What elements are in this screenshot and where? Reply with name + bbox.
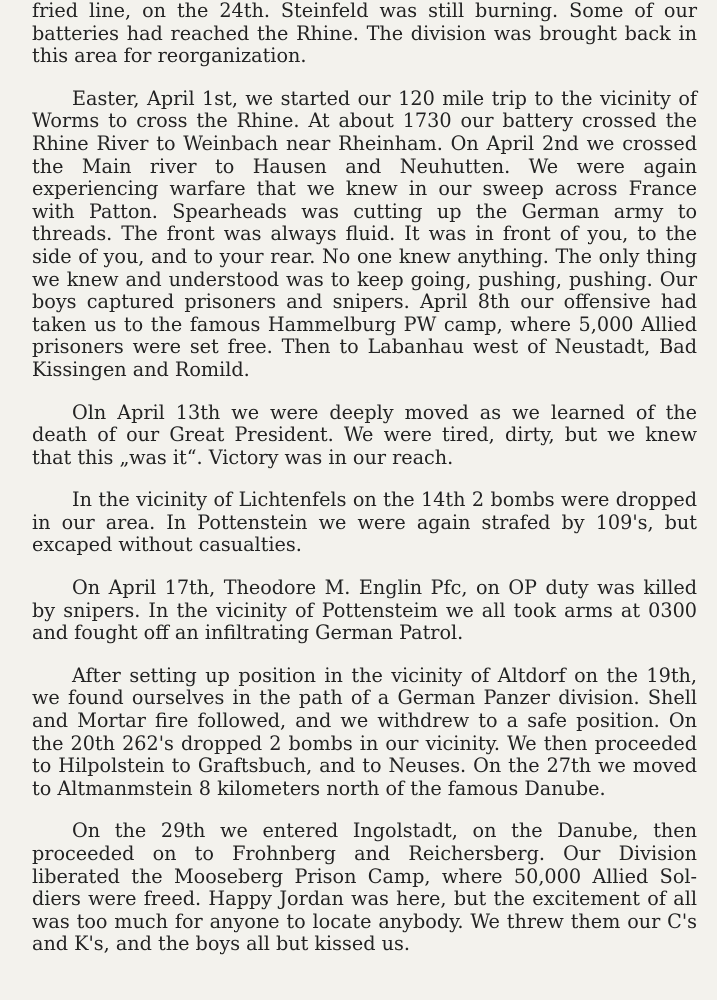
- paragraph-1: fried line, on the 24th. Steinfeld was still burning. Some of our batteries had reached the Rhine. The division was brought back in this area for reorganization.: [32, 0, 697, 68]
- paragraph-2: Easter, April 1st, we started our 120 mile trip to the vicinity of Worms to cross the Rhine. At about 1730 our battery crossed the Rhine River to Weinbach near Rheinham. On April 2nd we crossed the Main river to Hausen and Neuhutten. We were again experiencing warfare that we knew in our sweep across France with Patton. Spearheads was cutting up the German army to threads. The front was always fluid. It was in front of you, to the side of you, and to your rear. No one knew anything. The only thing we knew and understood was to keep going, pushing, pushing. Our boys captured prisoners and snipers. April 8th our offensive had taken us to the famous Hammelburg PW camp, where 5,000 Allied prisoners were set free. Then to Labanhau west of Neustadt, Bad Kissingen and Romild.: [32, 86, 697, 381]
- paragraph-6: After setting up position in the vicinity of Altdorf on the 19th, we found ourselves in the path of a German Panzer division. Shell and Mortar fire followed, and we withdrew to a safe position. On the 20th 262's dropped 2 bombs in our vicinity. We then proceeded to Hilpolstein to Graftsbuch, and to Neuses. On the 27th we moved to Altmanmstein 8 kilometers north of the famous Danube.: [32, 663, 697, 800]
- paragraph-3: Oln April 13th we were deeply moved as we learned of the death of our Great President. We were tired, dirty, but we knew that this „was it“. Victory was in our reach.: [32, 400, 697, 469]
- paragraph-4: In the vicinity of Lichtenfels on the 14th 2 bombs were dropped in our area. In Pottenstein we were again strafed by 109's, but excaped without casualties.: [32, 488, 697, 557]
- paragraph-7: On the 29th we entered Ingolstadt, on the Danube, then proceeded on to Frohnberg and Reichersberg. Our Division liberated the Mooseberg Prison Camp, where 50,000 Allied Soldiers were freed. Happy Jordan was here, but the excitement of all was too much for anyone to locate anybody. We threw them our C's and K's, and the boys all but kissed us.: [32, 819, 697, 956]
- paragraph-5: On April 17th, Theodore M. Englin Pfc, on OP duty was killed by snipers. In the vicinity of Pottensteim we all took arms at 0300 and fought off an infiltrating German Patrol.: [32, 576, 697, 645]
